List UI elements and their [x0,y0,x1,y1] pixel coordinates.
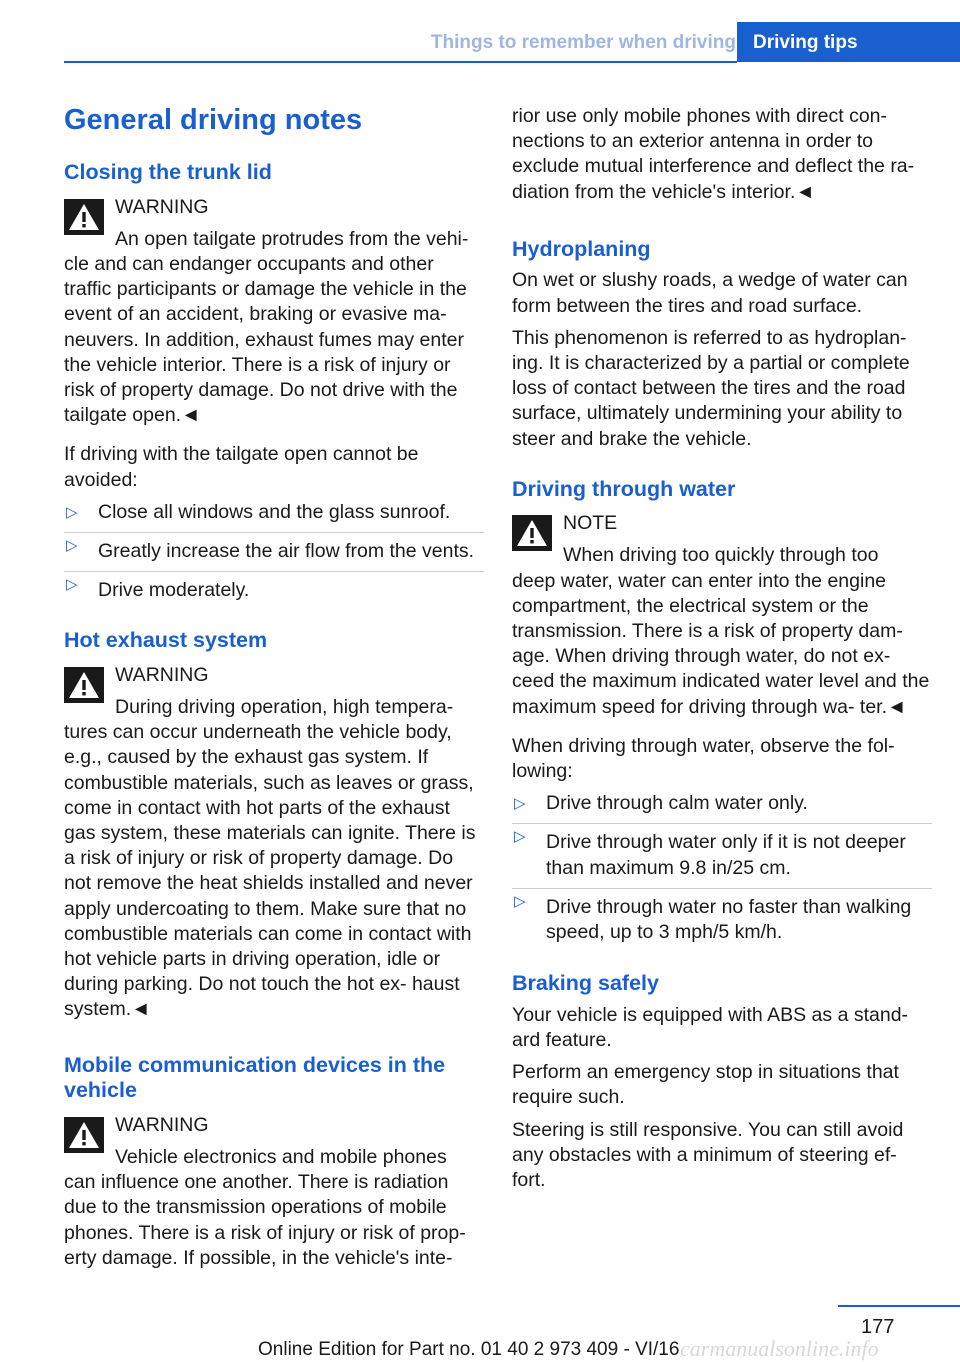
paragraph-hydroplaning-1: On wet or slushy roads, a wedge of water can form between the tires and road surface. [512,269,908,317]
header-rule [64,61,737,63]
heading-mobile-devices: Mobile communication devices in the vehicle [64,1052,446,1103]
warning-text-first-line: Vehicle electronics and mobile phones [115,1145,447,1168]
footer-rule [838,1305,960,1307]
warning-label: WARNING [115,195,209,218]
warning-mobile-devices [64,1113,484,1271]
list-triangle-icon: ▷ [514,892,526,910]
list-triangle-icon: ▷ [66,576,78,594]
watermark: carmanualsonline.info [680,1336,879,1361]
warning-text-continued: rior use only mobile phones with direct con- nections to an exterior antenna in order to exclude mutual interference and deflect the ra- diation from the vehicle's interior.◄ [512,105,915,203]
heading-braking-safely: Braking safely [512,971,659,996]
warning-hot-exhaust [64,663,484,1023]
warning-label: WARNING [115,1113,209,1136]
heading-trunk-lid: Closing the trunk lid [64,160,272,184]
paragraph-braking-3: Steering is still responsive. You can still avoid any obstacles with a minimum of steering ef- fort. [512,1118,904,1191]
page-number: 177 [861,1316,895,1338]
paragraph-tailgate-open: If driving with the tailgate open cannot be avoided: [64,443,419,491]
warning-text: can influence one another. There is radiation due to the transmission operations of mobile phones. There is a risk of injury or risk of prop- erty damage. If possible, in the vehicle's inte- [64,1171,466,1269]
list-item: ▷ Drive through calm water only. [512,791,932,816]
list-item: ▷ Greatly increase the air flow from the vents. [64,532,484,564]
note-driving-through-water [512,511,932,720]
list-triangle-icon: ▷ [66,536,78,554]
paragraph-hydroplaning-2: This phenomenon is referred to as hydroplan- ing. It is characterized by a partial or complete loss of contact between the tires and the road surface, ultimately undermining your ability to steer and brake the vehicle. [512,326,910,450]
footer-edition: Online Edition for Part no. 01 40 2 973 409 - VI/16 [258,1339,680,1360]
header-section-title: Things to remember when driving [430,32,736,53]
warning-label: WARNING [115,663,209,686]
paragraph-braking-2: Perform an emergency stop in situations that require such. [512,1061,899,1109]
step-list-water [512,791,932,945]
page-title: General driving notes [64,104,363,136]
warning-text-first-line: During driving operation, high tempera- [115,696,454,719]
warning-text: cle and can endanger occupants and other traffic participants or damage the vehicle in the event of an accident, braking or evasive ma- neuvers. In addition, exhaust fumes may enter the vehicle interior. There is a risk of injury or risk of property damage. Do not drive with the tailgate open.◄ [64,252,467,427]
list-item: ▷ Drive moderately. [64,571,484,603]
note-text: deep water, water can enter into the engine compartment, the electrical system or the transmission. There is a risk of property dam- age. When driving through water, do not ex- ceed the maximum indicated water level and the maximum speed for driving through wa- ter.◄ [512,569,930,718]
list-triangle-icon: ▷ [514,795,526,813]
heading-driving-through-water: Driving through water [512,476,736,501]
right-column [512,104,932,1193]
note-text-first-line: When driving too quickly through too [563,544,879,567]
list-triangle-icon: ▷ [514,828,526,846]
warning-text: tures can occur underneath the vehicle body, e.g., caused by the exhaust gas system. If combustible materials, such as leaves or grass, come in contact with hot parts of the exhaust gas system, these materials can ignite. There is a risk of injury or risk of property damage. Do not remove the heat shields installed and never apply undercoating to them. Make sure that no combustible materials can come in contact with hot vehicle parts in driving operation, idle or during parking. Do not touch the hot ex- haust system.◄ [64,721,476,1021]
warning-trunk-lid [64,195,484,429]
page-header [0,0,960,62]
step-list-tailgate [64,500,484,604]
left-column [64,100,484,1271]
paragraph-water-intro: When driving through water, observe the fol- lowing: [512,734,895,783]
list-item: ▷ Close all windows and the glass sunroof. [64,500,484,525]
warning-triangle-icon [512,515,552,551]
list-triangle-icon: ▷ [66,503,78,521]
warning-text-first-line: An open tailgate protrudes from the vehi- [115,227,469,250]
list-item: ▷ Drive through water only if it is not deeper than maximum 9.8 in/25 cm. [512,823,932,880]
header-chapter-tab: Driving tips [737,22,960,62]
heading-hydroplaning: Hydroplaning [512,236,651,261]
list-item: ▷ Drive through water no faster than walking speed, up to 3 mph/5 km/h. [512,888,932,945]
heading-hot-exhaust: Hot exhaust system [64,628,268,653]
note-label: NOTE [563,512,618,535]
warning-triangle-icon [64,199,104,235]
warning-triangle-icon [64,667,104,703]
paragraph-braking-1: Your vehicle is equipped with ABS as a stand- ard feature. [512,1003,909,1051]
warning-triangle-icon [64,1117,104,1153]
